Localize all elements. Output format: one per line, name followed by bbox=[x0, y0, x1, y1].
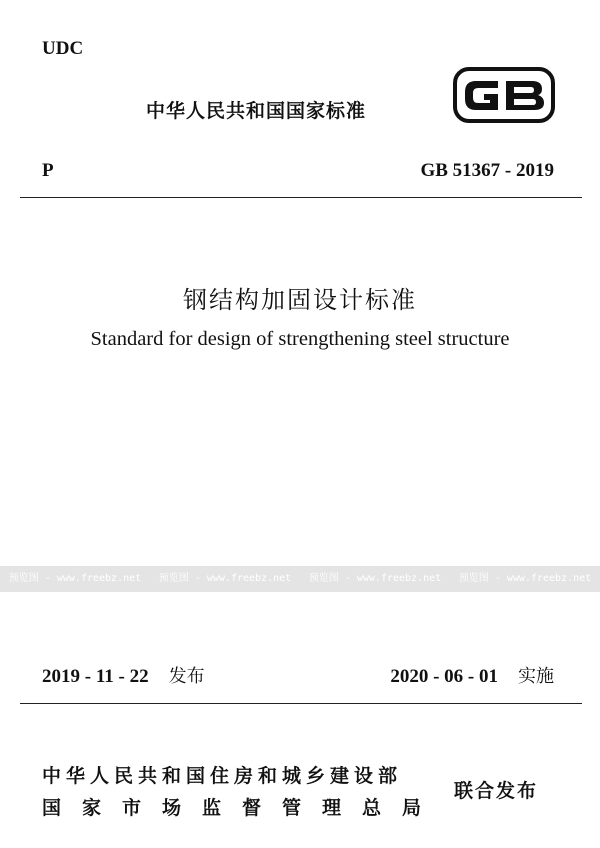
issue-date: 2019 - 11 - 22 bbox=[42, 666, 149, 687]
gb-logo bbox=[452, 66, 556, 124]
issuers-block bbox=[42, 760, 442, 824]
watermark-text: 预览图 - www.freebz.net bbox=[158, 573, 292, 584]
watermark-text: 预览图 - www.freebz.net bbox=[308, 573, 442, 584]
bottom-rule bbox=[20, 703, 582, 704]
standard-number: GB 51367 - 2019 bbox=[420, 160, 554, 181]
title-english: Standard for design of strengthening steel structure bbox=[90, 328, 510, 350]
implement-date: 2020 - 06 - 01 bbox=[390, 666, 498, 687]
udc-label: UDC bbox=[42, 38, 84, 59]
national-standard-label: 中华人民共和国国家标准 bbox=[146, 100, 367, 122]
joint-issue-label: 联合发布 bbox=[454, 780, 539, 802]
watermark-text: 预览图 - www.freebz.net bbox=[8, 573, 142, 584]
watermark-band bbox=[0, 566, 600, 592]
implement-date-block bbox=[390, 662, 554, 688]
issuer-administration: 国家市场监督管理总局 bbox=[42, 797, 443, 819]
issue-label: 发布 bbox=[168, 666, 205, 687]
top-rule bbox=[20, 197, 582, 198]
category-code: P bbox=[42, 160, 54, 181]
issuer-ministry: 中华人民共和国住房和城乡建设部 bbox=[42, 765, 403, 787]
issue-date-block bbox=[42, 662, 205, 688]
title-chinese: 钢结构加固设计标准 bbox=[183, 286, 417, 314]
watermark-text: 预览图 - www.freebz.net bbox=[458, 573, 592, 584]
implement-label: 实施 bbox=[518, 666, 554, 687]
